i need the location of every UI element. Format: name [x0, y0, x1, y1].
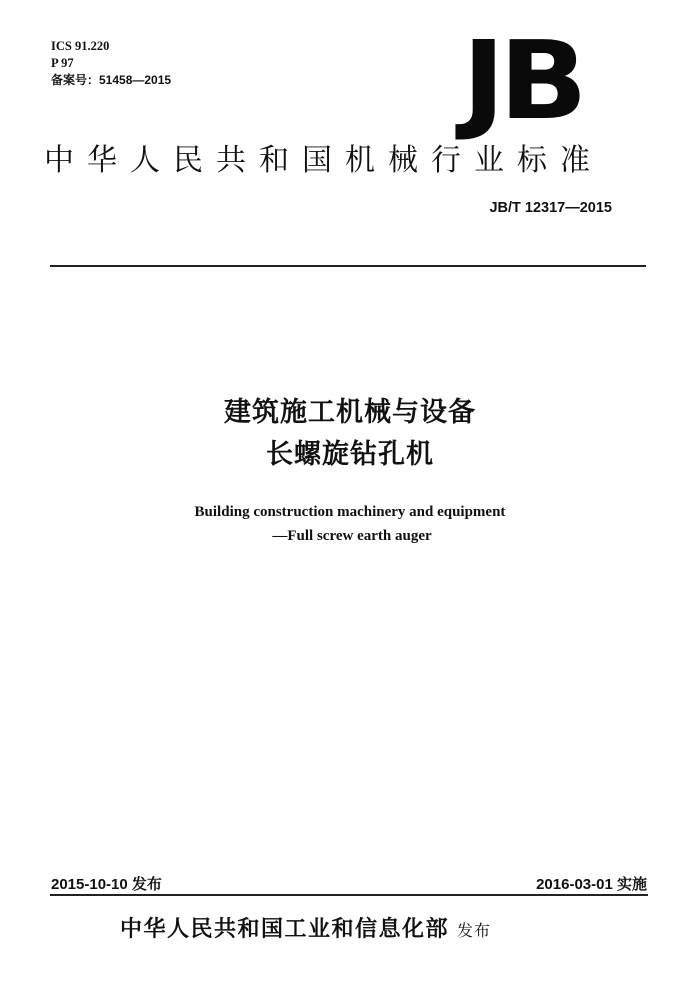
standard-number: JB/T 12317—2015 — [489, 200, 612, 216]
chinese-title-line2: 长螺旋钻孔机 — [266, 439, 434, 470]
ics-code: ICS 91.220 — [51, 39, 110, 53]
issue-date: 2015-10-10 发布 — [51, 876, 162, 893]
publisher-action: 发布 — [457, 921, 492, 940]
p-code: P 97 — [51, 56, 74, 70]
top-divider — [50, 265, 646, 267]
implementation-date: 2016-03-01 实施 — [536, 876, 647, 893]
chinese-title-line1: 建筑施工机械与设备 — [224, 397, 476, 428]
industry-standard-title: 中华人民共和国机械行业标准 — [44, 143, 603, 178]
publisher-organization: 中华人民共和国工业和信息化部 — [120, 917, 450, 942]
english-title-line2: —Full screw earth auger — [272, 528, 432, 544]
english-title-line1: Building construction machinery and equipment — [194, 504, 506, 520]
chinese-title — [0, 392, 700, 476]
bottom-divider — [50, 894, 648, 896]
filing-number: 备案号：51458—2015 — [51, 73, 172, 87]
jb-logo: JB — [462, 19, 582, 144]
english-title — [0, 500, 700, 548]
publisher — [120, 912, 491, 943]
classification-meta — [51, 38, 171, 89]
